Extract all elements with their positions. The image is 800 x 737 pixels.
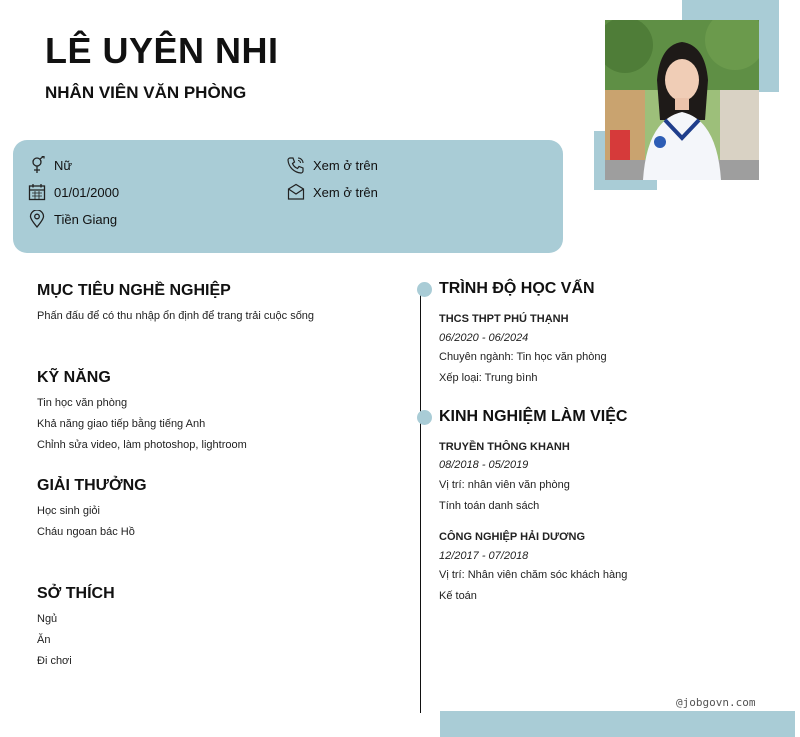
gender-value: Nữ — [54, 157, 73, 173]
education-period: 06/2020 - 06/2024 — [439, 332, 529, 344]
education-major: Chuyên ngành: Tin học văn phòng — [439, 351, 607, 363]
education-grade: Xếp loại: Trung bình — [439, 372, 538, 384]
hobby-item: Ăn — [37, 634, 51, 646]
address-value: Tiền Giang — [54, 211, 118, 227]
job-detail: Tính toán danh sách — [439, 500, 540, 512]
address-row — [28, 210, 117, 228]
company-name: CÔNG NGHIỆP HẢI DƯƠNG — [439, 531, 586, 543]
timeline-dot-education — [417, 282, 432, 297]
job-period: 08/2018 - 05/2019 — [439, 459, 529, 471]
profile-photo — [605, 20, 759, 180]
job-title: NHÂN VIÊN VĂN PHÒNG — [45, 83, 247, 102]
job-period: 12/2017 - 07/2018 — [439, 550, 529, 562]
job-detail: Vị trí: Nhân viên chăm sóc khách hàng — [439, 569, 628, 581]
objective-text: Phấn đấu để có thu nhập ổn định để trang trải cuộc sống — [37, 310, 315, 322]
watermark: @jobgovn.com — [676, 696, 756, 709]
experience-heading: KINH NGHIỆM LÀM VIỆC — [439, 408, 628, 425]
birthdate-row — [28, 183, 119, 201]
phone-value: Xem ở trên — [313, 157, 378, 173]
email-row — [287, 183, 378, 201]
job-detail: Vị trí: nhân viên văn phòng — [439, 479, 570, 491]
footer-bar — [440, 711, 795, 737]
skill-item: Tin học văn phòng — [37, 397, 128, 409]
timeline-dot-experience — [417, 410, 432, 425]
job-detail: Kế toán — [439, 590, 477, 602]
phone-icon — [287, 156, 305, 174]
gender-icon — [28, 156, 46, 174]
hobby-item: Ngủ — [37, 613, 58, 625]
calendar-icon — [28, 183, 46, 201]
company-name: TRUYỀN THÔNG KHANH — [439, 441, 570, 453]
email-icon — [287, 183, 305, 201]
birthdate-value: 01/01/2000 — [54, 184, 120, 200]
objective-heading: MỤC TIÊU NGHỀ NGHIỆP — [37, 282, 231, 299]
hobby-item: Đi chơi — [37, 655, 72, 667]
award-item: Học sinh giỏi — [37, 505, 100, 517]
hobbies-heading: SỞ THÍCH — [37, 585, 115, 602]
education-heading: TRÌNH ĐỘ HỌC VẤN — [439, 280, 595, 297]
school-name: THCS THPT PHÚ THẠNH — [439, 313, 569, 325]
candidate-name: LÊ UYÊN NHI — [45, 30, 279, 71]
gender-row — [28, 156, 72, 174]
skills-heading: KỸ NĂNG — [37, 369, 111, 386]
skill-item: Khả năng giao tiếp bằng tiếng Anh — [37, 418, 206, 430]
skill-item: Chỉnh sửa video, làm photoshop, lightroom — [37, 439, 247, 451]
phone-row — [287, 156, 378, 174]
email-value: Xem ở trên — [313, 184, 378, 200]
location-pin-icon — [28, 210, 46, 228]
awards-heading: GIẢI THƯỞNG — [37, 477, 147, 494]
award-item: Cháu ngoan bác Hồ — [37, 526, 135, 538]
timeline-line — [420, 290, 421, 713]
